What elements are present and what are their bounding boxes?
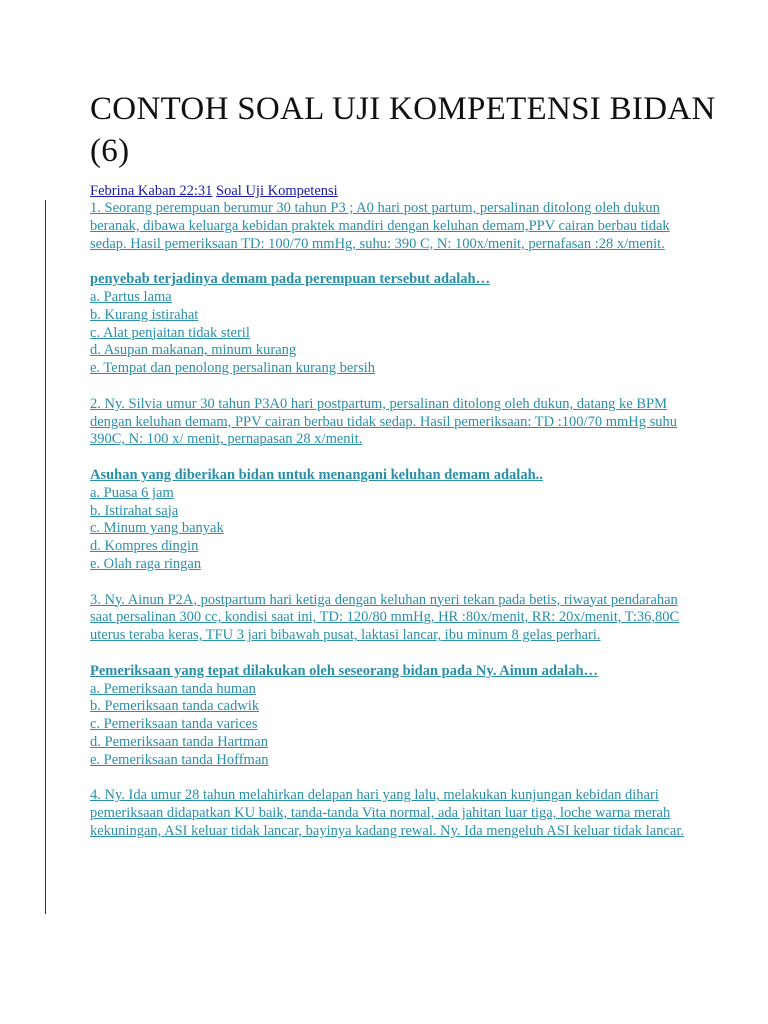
question-1-stem: 1. Seorang perempuan berumur 30 tahun P3 ; A0 hari post partum, persalinan ditolong oleh dukun beranak, dibawa keluarga kebidan praktek mandiri dengan keluhan demam,PPV cairan berbau tidak sedap. Hasil pemeriksaan TD: 100/70 mmHg, suhu: 390 C, N: 100x/menit, pernafasan :28 x/menit. [90, 200, 670, 252]
author-time-link[interactable]: Febrina Kaban 22:31 [90, 183, 213, 199]
question-2-stem: 2. Ny. Silvia umur 30 tahun P3A0 hari postpartum, persalinan ditolong oleh dukun, datang ke BPM dengan keluhan demam, PPV cairan berbau tidak sedap. Hasil pemeriksaan: TD :100/70 mmHg suhu 390C, N: 100 x/ menit, pernapasan 28 x/menit. [90, 395, 677, 448]
question-1-prompt: penyebab terjadinya demam pada perempuan tersebut adalah… [90, 271, 491, 288]
question-3-option-b: b. Pemeriksaan tanda cadwik [90, 698, 260, 715]
question-3-option-c: c. Pemeriksaan tanda varices [90, 716, 258, 733]
question-2-option-d: d. Kompres dingin [90, 538, 199, 555]
question-3-stem: 3. Ny. Ainun P2A, postpartum hari ketiga dengan keluhan nyeri tekan pada betis, riwayat pendarahan saat persalinan 300 cc, kondisi saat ini, TD: 120/80 mmHg, HR :80x/menit, RR: 20x/menit, T:36,80C uterus teraba keras, TFU 3 jari bibawah pusat, laktasi lancar, ibu minum 8 gelas perhari. [90, 591, 680, 644]
question-4-stem: 4. Ny. Ida umur 28 tahun melahirkan delapan hari yang lalu, melakukan kunjungan kebidan dihari pemeriksaan didapatkan KU baik, tanda-tanda Vita normal, ada jahitan luar tiga, loche warna merah kekuningan, ASI keluar tidak lancar, bayinya kadang rewal. Ny. Ida mengeluh ASI keluar tidak lancar. [90, 787, 684, 839]
question-1-option-a: a. Partus lama [90, 288, 172, 305]
question-1-option-e: e. Tempat dan penolong persalinan kurang bersih [90, 360, 376, 377]
question-1-option-d: d. Asupan makanan, minum kurang [90, 342, 297, 359]
question-2-option-b: b. Istirahat saja [90, 502, 179, 519]
question-1-option-b: b. Kurang istirahat [90, 306, 199, 323]
question-2-option-a: a. Puasa 6 jam [90, 484, 174, 501]
post-meta [90, 182, 338, 200]
category-link[interactable]: Soal Uji Kompetensi [216, 183, 338, 199]
margin-rule [45, 200, 46, 914]
question-2-option-c: c. Minum yang banyak [90, 520, 224, 537]
page-title: CONTOH SOAL UJI KOMPETENSI BIDAN (6) [90, 91, 716, 169]
question-3-option-e: e. Pemeriksaan tanda Hoffman [90, 751, 269, 768]
article-body [90, 200, 690, 841]
question-1-option-c: c. Alat penjaitan tidak steril [90, 324, 250, 341]
question-3-option-a: a. Pemeriksaan tanda human [90, 680, 256, 697]
question-2-option-e: e. Olah raga ringan [90, 555, 202, 572]
question-3-prompt: Pemeriksaan yang tepat dilakukan oleh seseorang bidan pada Ny. Ainun adalah… [90, 662, 599, 679]
question-3-option-d: d. Pemeriksaan tanda Hartman [90, 733, 268, 750]
question-2-prompt: Asuhan yang diberikan bidan untuk menangani keluhan demam adalah.. [90, 466, 543, 483]
